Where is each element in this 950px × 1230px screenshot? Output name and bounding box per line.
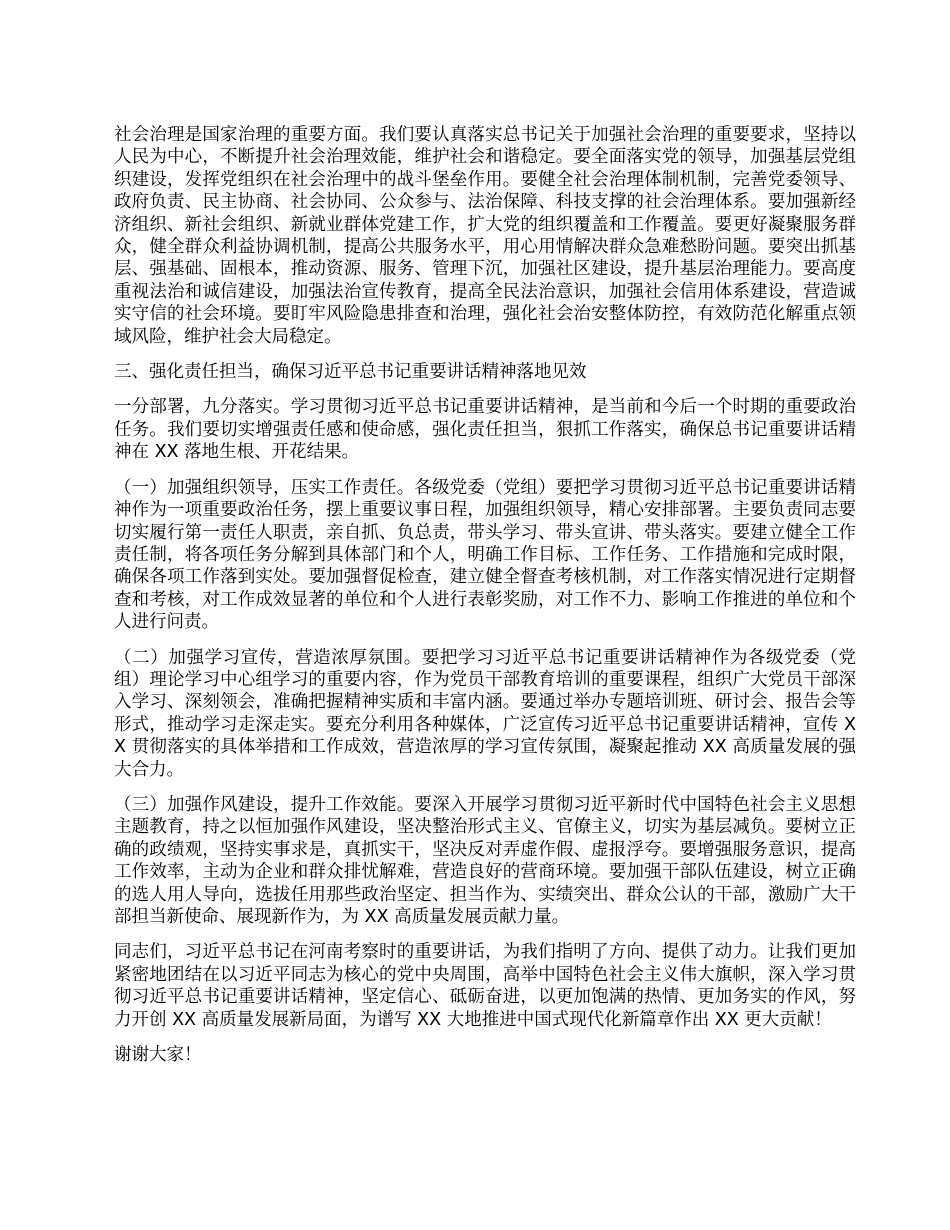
- paragraph-closing: 同志们，习近平总书记在河南考察时的重要讲话，为我们指明了方向、提供了动力。让我们更加紧密地团结在以习近平同志为核心的党中央周围，高举中国特色社会主义伟大旗帜，深入学习贯彻习近平总书记重要讲话精神，坚定信心、砥砺奋进，以更加饱满的热情、更加务实的作风，努力开创 XX 高质量发展新局面，为谱写 XX 大地推进中国式现代化新篇章作出 XX 更大贡献！: [114, 942, 856, 1030]
- paragraph-implementation: 一分部署，九分落实。学习贯彻习近平总书记重要讲话精神，是当前和今后一个时期的重要政治任务。我们要切实增强责任感和使命感，强化责任担当，狠抓工作落实，确保总书记重要讲话精神在 XX 落地生根、开花结果。: [114, 397, 856, 463]
- section-heading-3: 三、强化责任担当，确保习近平总书记重要讲话精神落地见效: [114, 362, 587, 383]
- paragraph-social-governance: 社会治理是国家治理的重要方面。我们要认真落实总书记关于加强社会治理的重要要求，坚持以人民为中心，不断提升社会治理效能，维护社会和谐稳定。要全面落实党的领导，加强基层党组织建设，发挥党组织在社会治理中的战斗堡垒作用。要健全社会治理体制机制，完善党委领导、政府负责、民主协商、社会协同、公众参与、法治保障、科技支撑的社会治理体系。要加强新经济组织、新社会组织、新就业群体党建工作，扩大党的组织覆盖和工作覆盖。要更好凝聚服务群众，健全群众利益协调机制，提高公共服务水平，用心用情解决群众急难愁盼问题。要突出抓基层、强基础、固根本，推动资源、服务、管理下沉，加强社区建设，提升基层治理能力。要高度重视法治和诚信建设，加强法治宣传教育，提高全民法治意识，加强社会信用体系建设，营造诚实守信的社会环境。要盯牢风险隐患排查和治理，强化社会治安整体防控，有效防范化解重点领域风险，维护社会大局稳定。: [114, 125, 856, 347]
- document-page: [114, 124, 856, 1079]
- paragraph-work-style: （三）加强作风建设，提升工作效能。要深入开展学习贯彻习近平新时代中国特色社会主义思想主题教育，持之以恒加强作风建设，坚决整治形式主义、官僚主义，切实为基层减负。要树立正确的政绩观，坚持实事求是，真抓实干，坚决反对弄虚作假、虚报浮夸。要增强服务意识，提高工作效率，主动为企业和群众排忧解难，营造良好的营商环境。要加强干部队伍建设，树立正确的选人用人导向，选拔任用那些政治坚定、担当作为、实绩突出、群众公认的干部，激励广大干部担当新使命、展现新作为，为 XX 高质量发展贡献力量。: [114, 794, 856, 927]
- paragraph-thanks: 谢谢大家！: [114, 1045, 202, 1066]
- paragraph-organization-leadership: （一）加强组织领导，压实工作责任。各级党委（党组）要把学习贯彻习近平总书记重要讲话精神作为一项重要政治任务，摆上重要议事日程，加强组织领导，精心安排部署。主要负责同志要切实履行第一责任人职责，亲自抓、负总责，带头学习、带头宣讲、带头落实。要建立健全工作责任制，将各项任务分解到具体部门和个人，明确工作目标、工作任务、工作措施和完成时限，确保各项工作落到实处。要加强督促检查，建立健全督查考核机制，对工作落实情况进行定期督查和考核，对工作成效显著的单位和个人进行表彰奖励，对工作不力、影响工作推进的单位和个人进行问责。: [114, 477, 856, 633]
- paragraph-study-publicity: （二）加强学习宣传，营造浓厚氛围。要把学习习近平总书记重要讲话精神作为各级党委（党组）理论学习中心组学习的重要内容，作为党员干部教育培训的重要课程，组织广大党员干部深入学习、深刻领会，准确把握精神实质和丰富内涵。要通过举办专题培训班、研讨会、报告会等形式，推动学习走深走实。要充分利用各种媒体，广泛宣传习近平总书记重要讲话精神，宣传 XX 贯彻落实的具体举措和工作成效，营造浓厚的学习宣传氛围，凝聚起推动 XX 高质量发展的强大合力。: [114, 647, 856, 780]
